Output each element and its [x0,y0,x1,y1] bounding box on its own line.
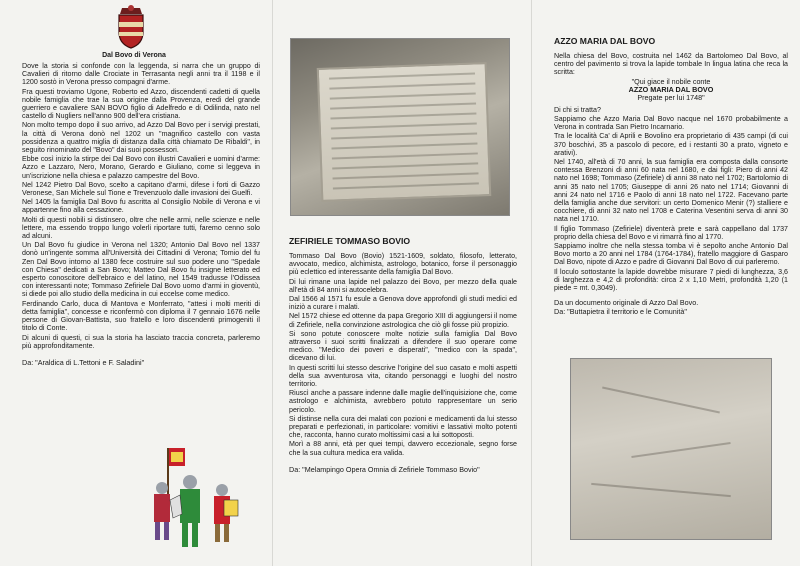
source-line: Da un documento originale di Azzo Dal Bovo. [554,298,699,308]
section-title: AZZO MARIA DAL BOVO [554,36,656,46]
paragraph: Morì a 88 anni, età per quei tempi, davvero eccezionale, segno forse che la sua cultura medica era valida. [289,440,517,457]
paragraph: Tra le località Ca' di Aprili e Bovolino era proprietario di 435 campi (di cui 370 boschivi, 35 a pascolo di pecore, ed i restanti 30 a prato, vigneto e arativi). [554,132,788,157]
paragraph: Il loculo sottostante la lapide dovrebbe misurare 7 piedi di lunghezza, 3,6 di larghezza e 4,2 di profondità: circa 2 x 1,10 Metri, profondità 1,20 (1 piede = mt. 0,3049). [554,267,788,293]
inscription-line: Pregate per lui 1748" [637,93,705,103]
source-citation: Da: "Araldica di L.Tettoni e F. Saladini" [22,357,145,367]
paragraph: In questi scritti lui stesso descrive l'origine del suo casato e molti aspetti della sua avventurosa vita, citando personaggi e luoghi del nostro territorio. [289,363,517,389]
tombstone-photo [570,358,772,540]
paragraph: Di alcuni di questi, ci sua la storia ha lasciato traccia concreta, parleremo più approfonditamente. [22,333,260,350]
inscribed-slab [317,62,492,202]
paragraph: Un Dal Bovo fu giudice in Verona nel 1320; Antonio Dal Bovo nel 1337 donò un'ingente somma all'Università dei Cittadini di Verona; Tomio del fu Zen Dal Bovo intorno al 1380 fece costruire sul suo podere uno "Spedale con Chiesa" dedicati a San Bovo; Matteo Dal Bovo fu insigne letterato ed esperto conoscitore dell'ebraico e del latino, nel 1549 tradusse l'Odissea con interessanti note; Tommaso Zefiriele Dal Bovo uomo d'armi in gioventù, si diede poi allo studio della medicina in cui eccelse come medico. [22,241,260,299]
paragraph: Molti di questi nobili si distinsero, oltre che nelle armi, nelle scienze e nelle lettere, ma essendo troppo lungo volerli riportare tutti, faremo cenno solo ad alcuni. [22,215,260,241]
paragraph: Il figlio Tommaso (Zefiriele) diventerà prete e sarà cappellano dal 1737 proprio della chiesa del Bovo e vi rimarrà fino al 1770. [554,224,788,241]
paragraph: Non molto tempo dopo il suo arrivo, ad Azzo Dal Bovo per i servigi prestati, la città di Verona donò nel 1202 un "magnifico castello con vasta possidenza a quattro miglia di distanza dalla città chiamato De Ribaldi", in seguito rinominato del "Bovo" dai suoi possessori. [22,121,260,155]
paragraph: Ebbe così inizio la stirpe dei Dal Bovo con illustri Cavalieri e uomini d'arme: Azzo e Lazzaro, Nero, Morano, Gerardo e Giuliano, come si leggeva in un'iscrizione nella chiesa e palazzo campestre del Bovo. [22,155,260,180]
stone-plaque-photo [290,38,510,216]
paragraph: Nel 1405 la famiglia Dal Bovo fu ascritta al Consiglio Nobile di Verona e vi appartenne fino alla cessazione. [22,198,260,215]
coat-of-arms-icon [112,4,150,50]
source-citation [554,298,788,316]
question: Di chi si tratta? [554,105,601,114]
paragraph: Nel 1242 Pietro Dal Bovo, scelto a capitano d'armi, difese i forti di Gazzo Veronese, San Michele sul Tione e Trevenzuolo dalle invasioni dei Guelfi. [22,180,260,198]
paragraph: Ferdinando Carlo, duca di Mantova e Monferrato, "attesi i molti meriti di detta famiglia", concesse e riconfermò con diploma il 7 gennaio 1676 nelle persone di Giovan-Battista, suo fratello e loro discendenti primogeniti il titolo di Conte. [22,299,260,333]
intro-paragraph: Nella chiesa del Bovo, costruita nel 1462 da Bartolomeo Dal Bovo, al centro del pavimento si trova la lapide tombale In lingua latina che reca la scritta: [554,52,788,77]
paragraph: Tommaso Dal Bovo (Bovio) 1521-1609, soldato, filosofo, letterato, avvocato, medico, alchimista, astrologo, botanico, forse il personaggio più eclettico ed interessante della famiglia Dal Bovo. [289,252,517,277]
paragraph: Fra questi troviamo Ugone, Roberto ed Azzo, discendenti cadetti di quella nobile famiglia che trae la sua origine dalla Provenza, eredi del grande guerriero e cavaliere SAN BOVO figlio di Adelfredo e di Odilinda, nato nel castello di Nugliers nell'anno 900 dell'era cristiana. [22,87,260,121]
paragraph: Riuscì anche a passare indenne dalle maglie dell'inquisizione che, come astrologo e alchimista, avrebbero potuto rappresentare un serio pericolo. [289,389,517,414]
paragraph: Si sono potute conoscere molte notizie sulla famiglia Dal Bovo attraverso i suoi scritti finalizzati a difendere il suo operare come medico. "Medico dei poveri e disperati", "medico con la spada", dicevano di lui. [289,329,517,363]
paragraph: Dove la storia si confonde con la leggenda, si narra che un gruppo di Cavalieri di ritorno dalle Crociate in Terrasanta negli anni tra il 1198 e il 1200 sostò in Verona presso compagni d'arme. [22,62,260,87]
family-history-text [22,62,260,350]
paragraph: Sappiamo che Azzo Maria Dal Bovo nacque nel 1670 probabilmente a Verona in contrada San Pietro Incarnario. [554,115,788,132]
paragraph: Nel 1740, all'età di 70 anni, la sua famiglia era composta dalla consorte contessa Brenzoni di anni 60 nata nel 1680, e dai figli: Piero di anni 42 nato nel 1698; Tommaso (Zefiriele) di anni 38 nato nel 1702; Bartolomio di anni 35 nato nel 1705; Giuseppe di anni 26 nato nel 1714; Giovanni di anni 24 nato nel 1716 e Paolo di anni 18 nato nel 1722. Facevano parte della famiglia anche due servitori: un certo Domenico Menir (?) stalliere e cocchiere, di anni 32 nato nel 1708 e Caterina Vesentini serva di anni 30 nata nel 1710. [554,158,788,224]
paragraph: Sappiamo inoltre che nella stessa tomba vi è sepolto anche Antonio Dal Bovo morto a 20 anni nel 1784 (1764-1784), fratello maggiore di Gasparo Dal Bovo, nipote di Azzo e padre di Giovanni Dal Bovo di cui parleremo. [554,242,788,267]
paragraph: Di lui rimane una lapide nel palazzo dei Bovo, per mezzo della quale all'età di 84 anni si autocelebra. [289,277,517,294]
section-title: ZEFIRIELE TOMMASO BOVIO [289,236,411,246]
paragraph: Nel 1572 chiese ed ottenne da papa Gregorio XIII di aggiungersi il nome di Zefiriele, nella convinzione astrologica che ciò gli fosse più propizio. [289,312,517,329]
source-citation: Da: "Melampingo Opera Omnia di Zefiriele Tommaso Bovio" [289,464,480,474]
inscription-line: "Qui giace il nobile conte [631,76,711,86]
tomb-inscription [554,78,788,103]
azzo-text [554,52,788,292]
source-line: Da: "Buttapietra il territorio e le Comunità" [554,307,687,317]
paragraph: Si distinse nella cura dei malati con pozioni e medicamenti da lui stesso preparati e perfezionati, in particolare: vomitivi e lassativi molto potenti che, racconta, hanno curato moltissimi casi a lui sottoposti. [289,414,517,440]
paragraph: Dal 1566 al 1571 fu esule a Genova dove approfondì gli studi medici ed iniziò a curare i malati. [289,295,517,312]
knights-illustration-icon [140,440,250,560]
coat-of-arms-caption: Dal Bovo di Verona [102,52,166,59]
inscription-name: AZZO MARIA DAL BOVO [628,85,714,95]
zefiriele-text [289,252,517,457]
